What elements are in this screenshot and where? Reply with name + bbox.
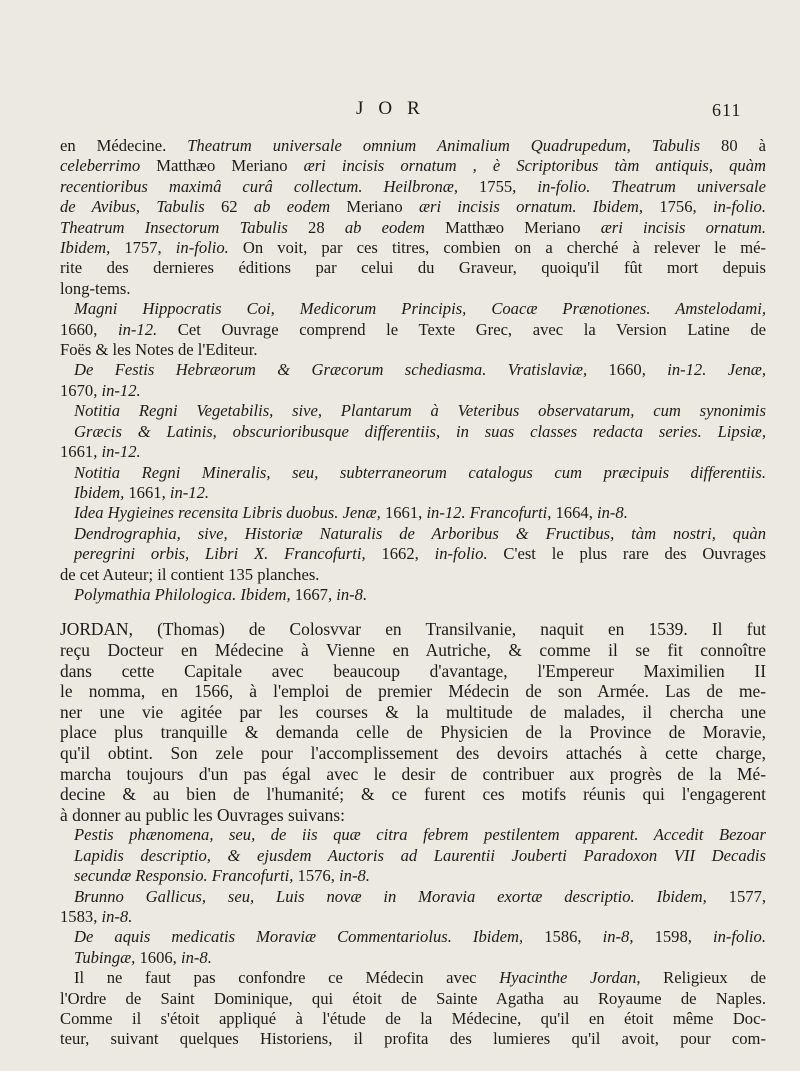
text-segment: 1598, (633, 927, 713, 947)
text-segment: recentioribus maximâ curâ collectum. Heilbronæ, (60, 176, 458, 196)
text-line (60, 156, 766, 176)
text-segment: long-tems. (60, 278, 131, 298)
jordan-works-list (60, 825, 766, 968)
text-segment: Cet Ouvrage comprend le Texte Grec, avec la Version Latine de (157, 319, 766, 339)
bibliography-line (60, 825, 766, 845)
bibliography-line (60, 846, 766, 866)
text-segment: in-folio. (175, 238, 229, 258)
text-segment: 1755, (458, 176, 538, 196)
text-segment: 1660, (587, 360, 668, 380)
text-line: à donner au public les Ouvrages suivans: (60, 804, 345, 825)
bibliography-line (60, 299, 766, 319)
text-segment: Theatrum Insectorum Tabulis (60, 217, 288, 237)
text-segment: in-8. (336, 584, 368, 604)
text-segment: in-folio. (712, 927, 766, 947)
text-segment: Meriano (330, 197, 419, 217)
text-segment: ab eodem (253, 197, 331, 217)
text-segment: Foës & les Notes de l'Editeur. (60, 340, 258, 360)
text-segment: l'Ordre de Saint Dominique, qui étoit de Sainte Agatha au Royaume de Naples. (60, 988, 766, 1008)
text-segment: Dendrographia, sive, Historiæ Naturalis de Arboribus & Fructibus, tàm nostri, quàn (74, 523, 766, 543)
text-segment: in-8. (180, 947, 212, 967)
text-line (60, 1009, 766, 1029)
text-segment: 1662, (365, 544, 435, 564)
page-header (0, 98, 800, 132)
bibliography-line (60, 887, 766, 907)
bibliography-list (60, 299, 766, 605)
text-line: decine & au bien de l'humanité; & ce furent ces motifs réunis qui l'engagerent (60, 784, 766, 805)
text-segment: in-8. (597, 503, 628, 523)
text-segment: 1667, (290, 584, 337, 604)
bibliography-line (60, 381, 766, 401)
text-line (60, 279, 766, 299)
text-segment: Pestis phænomena, seu, de iis quæ citra febrem pestilentem apparent. Accedit Bezoar (74, 825, 766, 845)
text-line (60, 136, 766, 156)
text-line (60, 218, 766, 238)
text-segment: 1660, (60, 319, 118, 339)
page-number: 611 (712, 100, 742, 120)
text-segment: 28 (287, 217, 345, 237)
bibliography-line (60, 463, 766, 483)
text-segment: 1756, (643, 197, 713, 217)
text-line (60, 177, 766, 197)
bibliography-line (60, 340, 766, 360)
text-line (60, 968, 766, 988)
text-line (60, 238, 766, 258)
text-line: marcha toujours d'un pas égal avec le desir de contribuer aux progrès de la Mé- (60, 763, 766, 784)
text-segment: Hyacinthe Jordan (499, 968, 637, 988)
text-line: reçu Docteur en Médecine à Vienne en Autriche, & comme il se fit connoître (60, 639, 766, 660)
text-segment: , Religieux de (636, 968, 766, 988)
text-segment: Notitia Regni Mineralis, seu, subterraneorum catalogus cum præcipuis differentiis. (74, 462, 766, 482)
text-segment: æri incisis ornatum. (600, 217, 766, 237)
bibliography-line (60, 927, 766, 947)
text-segment: De Festis Hebræorum & Græcorum schediasma. Vratislaviæ, (74, 360, 588, 380)
text-segment: Polymathia Philologica. Ibidem, (74, 584, 291, 604)
text-segment: 1606, (135, 947, 181, 967)
text-segment: Ibidem, (74, 482, 125, 502)
continued-entry (60, 136, 766, 299)
bibliography-line (60, 320, 766, 340)
text-line: place plus tranquille & demanda celle de Physicien de la Province de Moravie, (60, 722, 766, 743)
bibliography-line (60, 585, 766, 605)
text-line: ner une vie agitée par les courses & la multitude de malades, il chercha une (60, 701, 766, 722)
text-segment: in-12. Francofurti, (426, 503, 552, 523)
text-line: le nomma, en 1566, à l'emploi de premier Médecin de son Armée. Las de me- (60, 681, 766, 702)
text-segment: 1664, (551, 503, 597, 523)
text-segment: Tubingæ, (74, 947, 136, 967)
text-segment: æri incisis ornatum , è Scriptoribus tàm antiquis, quàm (303, 156, 766, 176)
text-segment: De aquis medicatis Moraviæ Commentariolus. Ibidem, (74, 927, 524, 947)
text-segment: in-12. (117, 319, 158, 339)
entry-heading-line: JORDAN, (Thomas) de Colosvvar en Transilvanie, naquit en 1539. Il fut (60, 619, 766, 640)
text-segment: in-8, (602, 927, 634, 947)
text-segment: in-8. (101, 906, 133, 926)
text-segment: 80 (700, 136, 759, 155)
text-segment: 1661, (60, 442, 102, 462)
bibliography-line (60, 401, 766, 421)
text-segment: Comme il s'étoit appliqué à l'étude de la Médecine, qu'il en étoit même Doc- (60, 1008, 766, 1028)
text-line (60, 989, 766, 1009)
text-segment: teur, suivant quelques Historiens, il profita des lumieres qu'il avoit, pour com- (60, 1029, 766, 1049)
text-segment: Il ne faut pas confondre ce Médecin avec (74, 968, 500, 988)
bibliography-line (60, 503, 766, 523)
text-segment: 1576, (293, 866, 340, 886)
text-segment: peregrini orbis, Libri X. Francofurti, (74, 544, 366, 564)
bibliography-line (60, 544, 766, 564)
text-segment: in-12. (101, 380, 141, 400)
bibliography-line (60, 360, 766, 380)
text-segment: Theatrum universale omnium Animalium Quadrupedum, Tabulis (187, 136, 701, 155)
bibliography-line (60, 442, 766, 462)
bibliography-line (60, 866, 766, 886)
text-segment: in-8. (339, 866, 370, 886)
text-segment: in-folio. (434, 544, 488, 564)
text-line (60, 1029, 766, 1049)
text-segment: 1583, (60, 906, 102, 926)
text-segment: à (758, 136, 766, 155)
text-segment: 1661, (380, 503, 427, 523)
bibliography-line (60, 483, 766, 503)
text-segment: de Avibus, Tabulis (60, 197, 205, 217)
text-segment: Græcis & Latinis, obscurioribusque differentiis, in suas classes redacta series. Lipsiæ, (74, 421, 766, 441)
text-segment: in-12. (169, 482, 210, 502)
running-head: JOR (356, 98, 435, 119)
text-segment: in-folio. (713, 197, 767, 217)
text-segment: 1586, (523, 927, 603, 947)
text-segment: Ibidem, (60, 238, 111, 258)
text-segment: 1661, (124, 482, 170, 502)
text-segment: Notitia Regni Vegetabilis, sive, Plantarum à Veteribus observatarum, cum synonimis (74, 401, 766, 421)
text-segment: 1577, (706, 886, 767, 906)
text-segment: secundæ Responsio. Francofurti, (74, 866, 294, 886)
text-segment: 1670, (60, 380, 102, 400)
text-line: qu'il obtint. Son zele pour l'accomplissement des devoirs attachés à cette charge, (60, 742, 766, 763)
bibliography-line (60, 565, 766, 585)
text-segment: Matthæo Meriano (140, 156, 304, 176)
text-segment: en Médecine. (60, 136, 188, 155)
text-segment: Lapidis descriptio, & ejusdem Auctoris ad Laurentii Jouberti Paradoxon VII Decadis (74, 845, 766, 865)
text-segment: 1757, (110, 238, 176, 258)
text-segment: C'est le plus rare des Ouvrages (487, 544, 767, 564)
text-segment: rite des dernieres éditions par celui du Graveur, quoiqu'il fût mort depuis (60, 258, 766, 278)
text-segment: On voit, par ces titres, combien on a cherché à relever le mé- (228, 238, 767, 258)
text-segment: 62 (204, 197, 254, 217)
text-segment: Brunno Gallicus, seu, Luis novæ in Moravia exortæ descriptio. Ibidem, (74, 886, 707, 906)
text-segment: de cet Auteur; il contient 135 planches. (60, 564, 320, 584)
text-segment: in-12. Jenæ, (667, 360, 766, 380)
closing-paragraph (60, 968, 766, 1050)
text-segment: Magni Hippocratis Coi, Medicorum Principis, Coacæ Prænotiones. Amstelodami, (74, 299, 766, 319)
text-line: dans cette Capitale avec beaucoup d'avantage, l'Empereur Maximilien II (60, 660, 766, 681)
text-segment: æri incisis ornatum. Ibidem, (418, 197, 644, 217)
page-body (60, 136, 766, 1050)
bibliography-line (60, 907, 766, 927)
text-line (60, 197, 766, 217)
text-segment: in-12. (101, 442, 141, 462)
jordan-entry (60, 619, 766, 825)
text-segment: ab eodem (344, 217, 425, 237)
text-segment: celeberrimo (60, 156, 141, 176)
bibliography-line (60, 948, 766, 968)
text-segment: Matthæo Meriano (424, 217, 601, 237)
bibliography-line (60, 422, 766, 442)
text-segment: Idea Hygieines recensita Libris duobus. Jenæ, (74, 503, 381, 523)
text-line (60, 258, 766, 278)
bibliography-line (60, 524, 766, 544)
text-segment: in-folio. Theatrum universale (537, 176, 767, 196)
